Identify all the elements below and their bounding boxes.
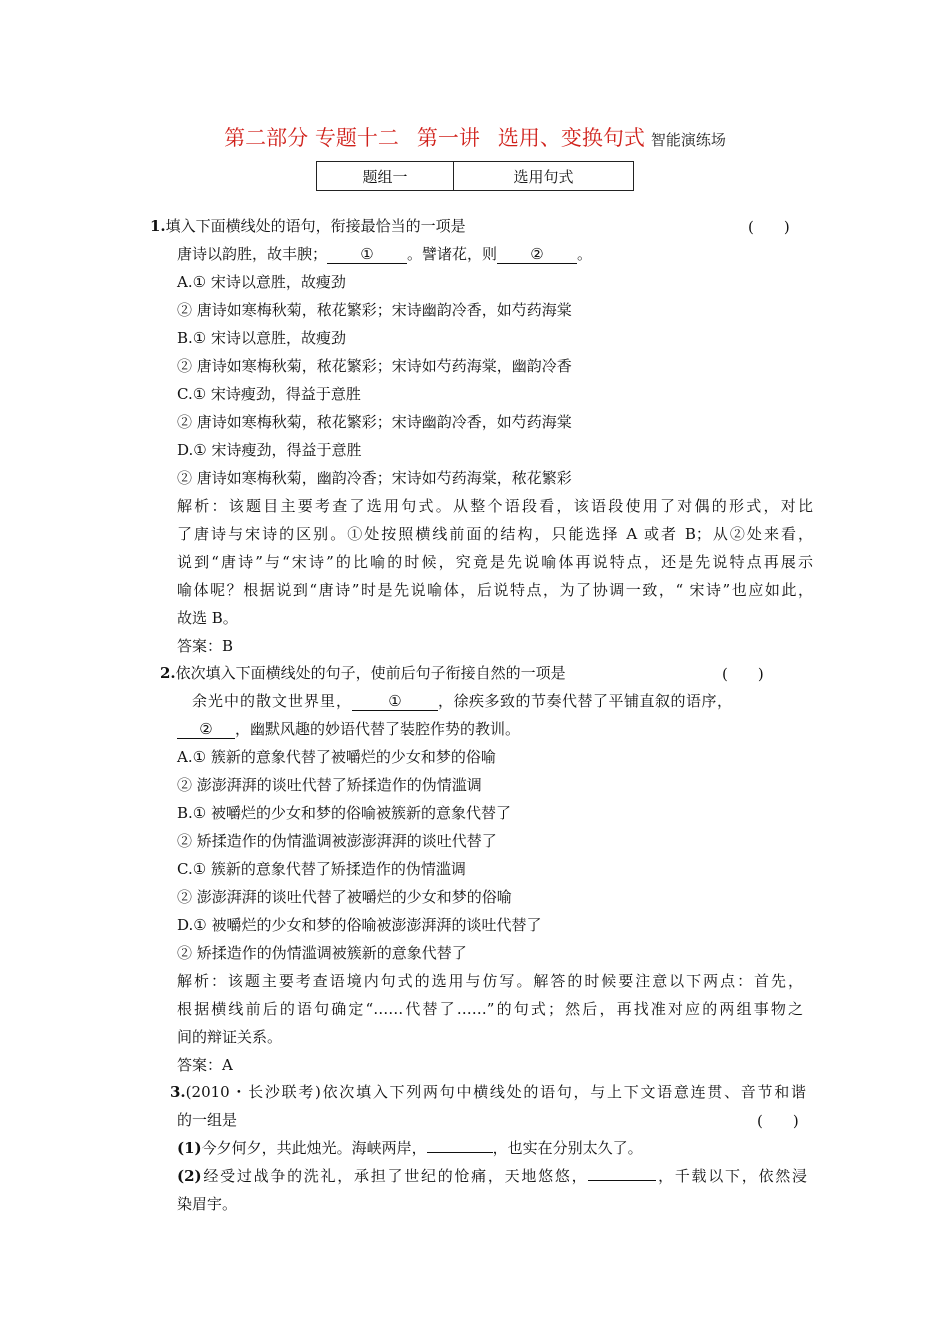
q1-analysis-line: 说到“唐诗”与“宋诗”的比喻的时候，究竟是先说喻体再说特点，还是先说特点再展示 [177,553,813,571]
q2-stem [160,663,566,683]
q1-stem [150,216,466,236]
q2-answer: 答案：A [177,1056,233,1074]
q1-blank-1: ① [327,245,407,264]
q1-option-line: ② 唐诗如寒梅秋菊，秾花繁彩；宋诗幽韵冷香，如芍药海棠 [177,301,572,319]
q1-number: 1. [150,217,166,235]
q2-blank-2: ② [177,720,235,739]
group-value-cell: 选用句式 [454,162,634,191]
q2-number: 2. [160,664,176,682]
q3-number: 3. [170,1083,186,1101]
q1-option-line: ② 唐诗如寒梅秋菊，幽韵冷香；宋诗如芍药海棠，秾花繁彩 [177,469,572,487]
q2-analysis-line: 间的辩证关系。 [177,1028,283,1046]
q2-option-line: A.① 簇新的意象代替了被嚼烂的少女和梦的俗喻 [177,748,496,766]
title-part-c: 选用、变换句式 [497,126,645,150]
q3-item-2-blank [588,1180,656,1181]
group-header-table [316,161,634,191]
q1-option-line: A.① 宋诗以意胜，故瘦劲 [177,273,346,291]
q2-option-line: C.① 簇新的意象代替了矫揉造作的伪情滥调 [177,860,466,878]
q2-option-line: ② 矫揉造作的伪情滥调被澎澎湃湃的谈吐代替了 [177,832,497,850]
q1-analysis-line: 喻体呢？根据说到“唐诗”时是先说喻体，后说特点，为了协调一致，“ 宋诗”也应如此， [177,581,813,599]
q2-passage-line-1: 余光中的散文世界里， ① ，徐疾多致的节奏代替了平铺直叙的语序， [192,692,733,710]
q3-item-2-cont: 染眉宇。 [177,1195,238,1213]
q1-blank-2: ② [497,245,577,264]
group-label-cell: 题组一 [317,162,454,191]
q1-analysis-line: 解析：该题目主要考查了选用句式。从整个语段看，该语段使用了对偶的形式，对比 [177,497,813,515]
title-part-a: 第二部分 专题十二 [224,126,399,150]
q1-option-line: C.① 宋诗瘦劲，得益于意胜 [177,385,361,403]
q1-option-line: B.① 宋诗以意胜，故瘦劲 [177,329,347,347]
q3-stem [170,1082,806,1102]
q1-option-line: ② 唐诗如寒梅秋菊，秾花繁彩；宋诗如芍药海棠，幽韵冷香 [177,357,572,375]
q2-passage-line-2: ② ，幽默风趣的妙语代替了装腔作势的教训。 [177,719,520,739]
q1-answer: 答案：B [177,637,234,655]
q2-analysis-line: 解析：该题主要考查语境内句式的选用与仿写。解答的时候要注意以下两点：首先， [177,972,803,990]
page-title [0,122,950,152]
title-part-b: 第一讲 [416,126,480,150]
q3-item-2: (2)经受过战争的洗礼，承担了世纪的怆痛，天地悠悠， ，千载以下，依然浸 [177,1167,807,1185]
q3-answer-paren: ( ) [757,1112,799,1130]
q3-stem-cont: 的一组是 [177,1111,238,1129]
q2-stem-text: 依次填入下面横线处的句子，使前后句子衔接自然的一项是 [175,664,566,682]
q1-option-line: D.① 宋诗瘦劲，得益于意胜 [177,441,362,459]
q1-analysis-line: 了唐诗与宋诗的区别。①处按照横线前面的结构，只能选择 A 或者 B；从②处来看， [177,525,813,543]
q2-blank-1: ① [352,692,438,711]
q2-answer-paren: ( ) [722,665,764,683]
q1-analysis-line: 故选 B。 [177,609,238,627]
q2-analysis-line: 根据横线前后的语句确定“……代替了……”的句式；然后，再找准对应的两组事物之 [177,1000,803,1018]
q3-item-1: (1)今夕何夕，共此烛光。海峡两岸， ，也实在分别太久了。 [177,1139,643,1157]
q2-option-line: ② 矫揉造作的伪情滥调被簇新的意象代替了 [177,944,467,962]
q3-stem-text: (2010・长沙联考)依次填入下列两句中横线处的语句，与上下文语意连贯、音节和谐 [185,1083,806,1101]
q1-option-line: ② 唐诗如寒梅秋菊，秾花繁彩；宋诗幽韵冷香，如芍药海棠 [177,413,572,431]
title-subtitle: 智能演练场 [650,131,726,149]
q3-item-1-blank [427,1152,493,1153]
q2-option-line: ② 澎澎湃湃的谈吐代替了矫揉造作的伪情滥调 [177,776,482,794]
q1-stem-text: 填入下面横线处的语句，衔接最恰当的一项是 [165,217,466,235]
q2-option-line: D.① 被嚼烂的少女和梦的俗喻被澎澎湃湃的谈吐代替了 [177,916,542,934]
q2-option-line: ② 澎澎湃湃的谈吐代替了被嚼烂的少女和梦的俗喻 [177,888,512,906]
q1-passage: 唐诗以韵胜，故丰腴； ① 。譬诸花，则 ② 。 [177,245,593,263]
q2-option-line: B.① 被嚼烂的少女和梦的俗喻被簇新的意象代替了 [177,804,512,822]
q1-answer-paren: ( ) [748,218,790,236]
